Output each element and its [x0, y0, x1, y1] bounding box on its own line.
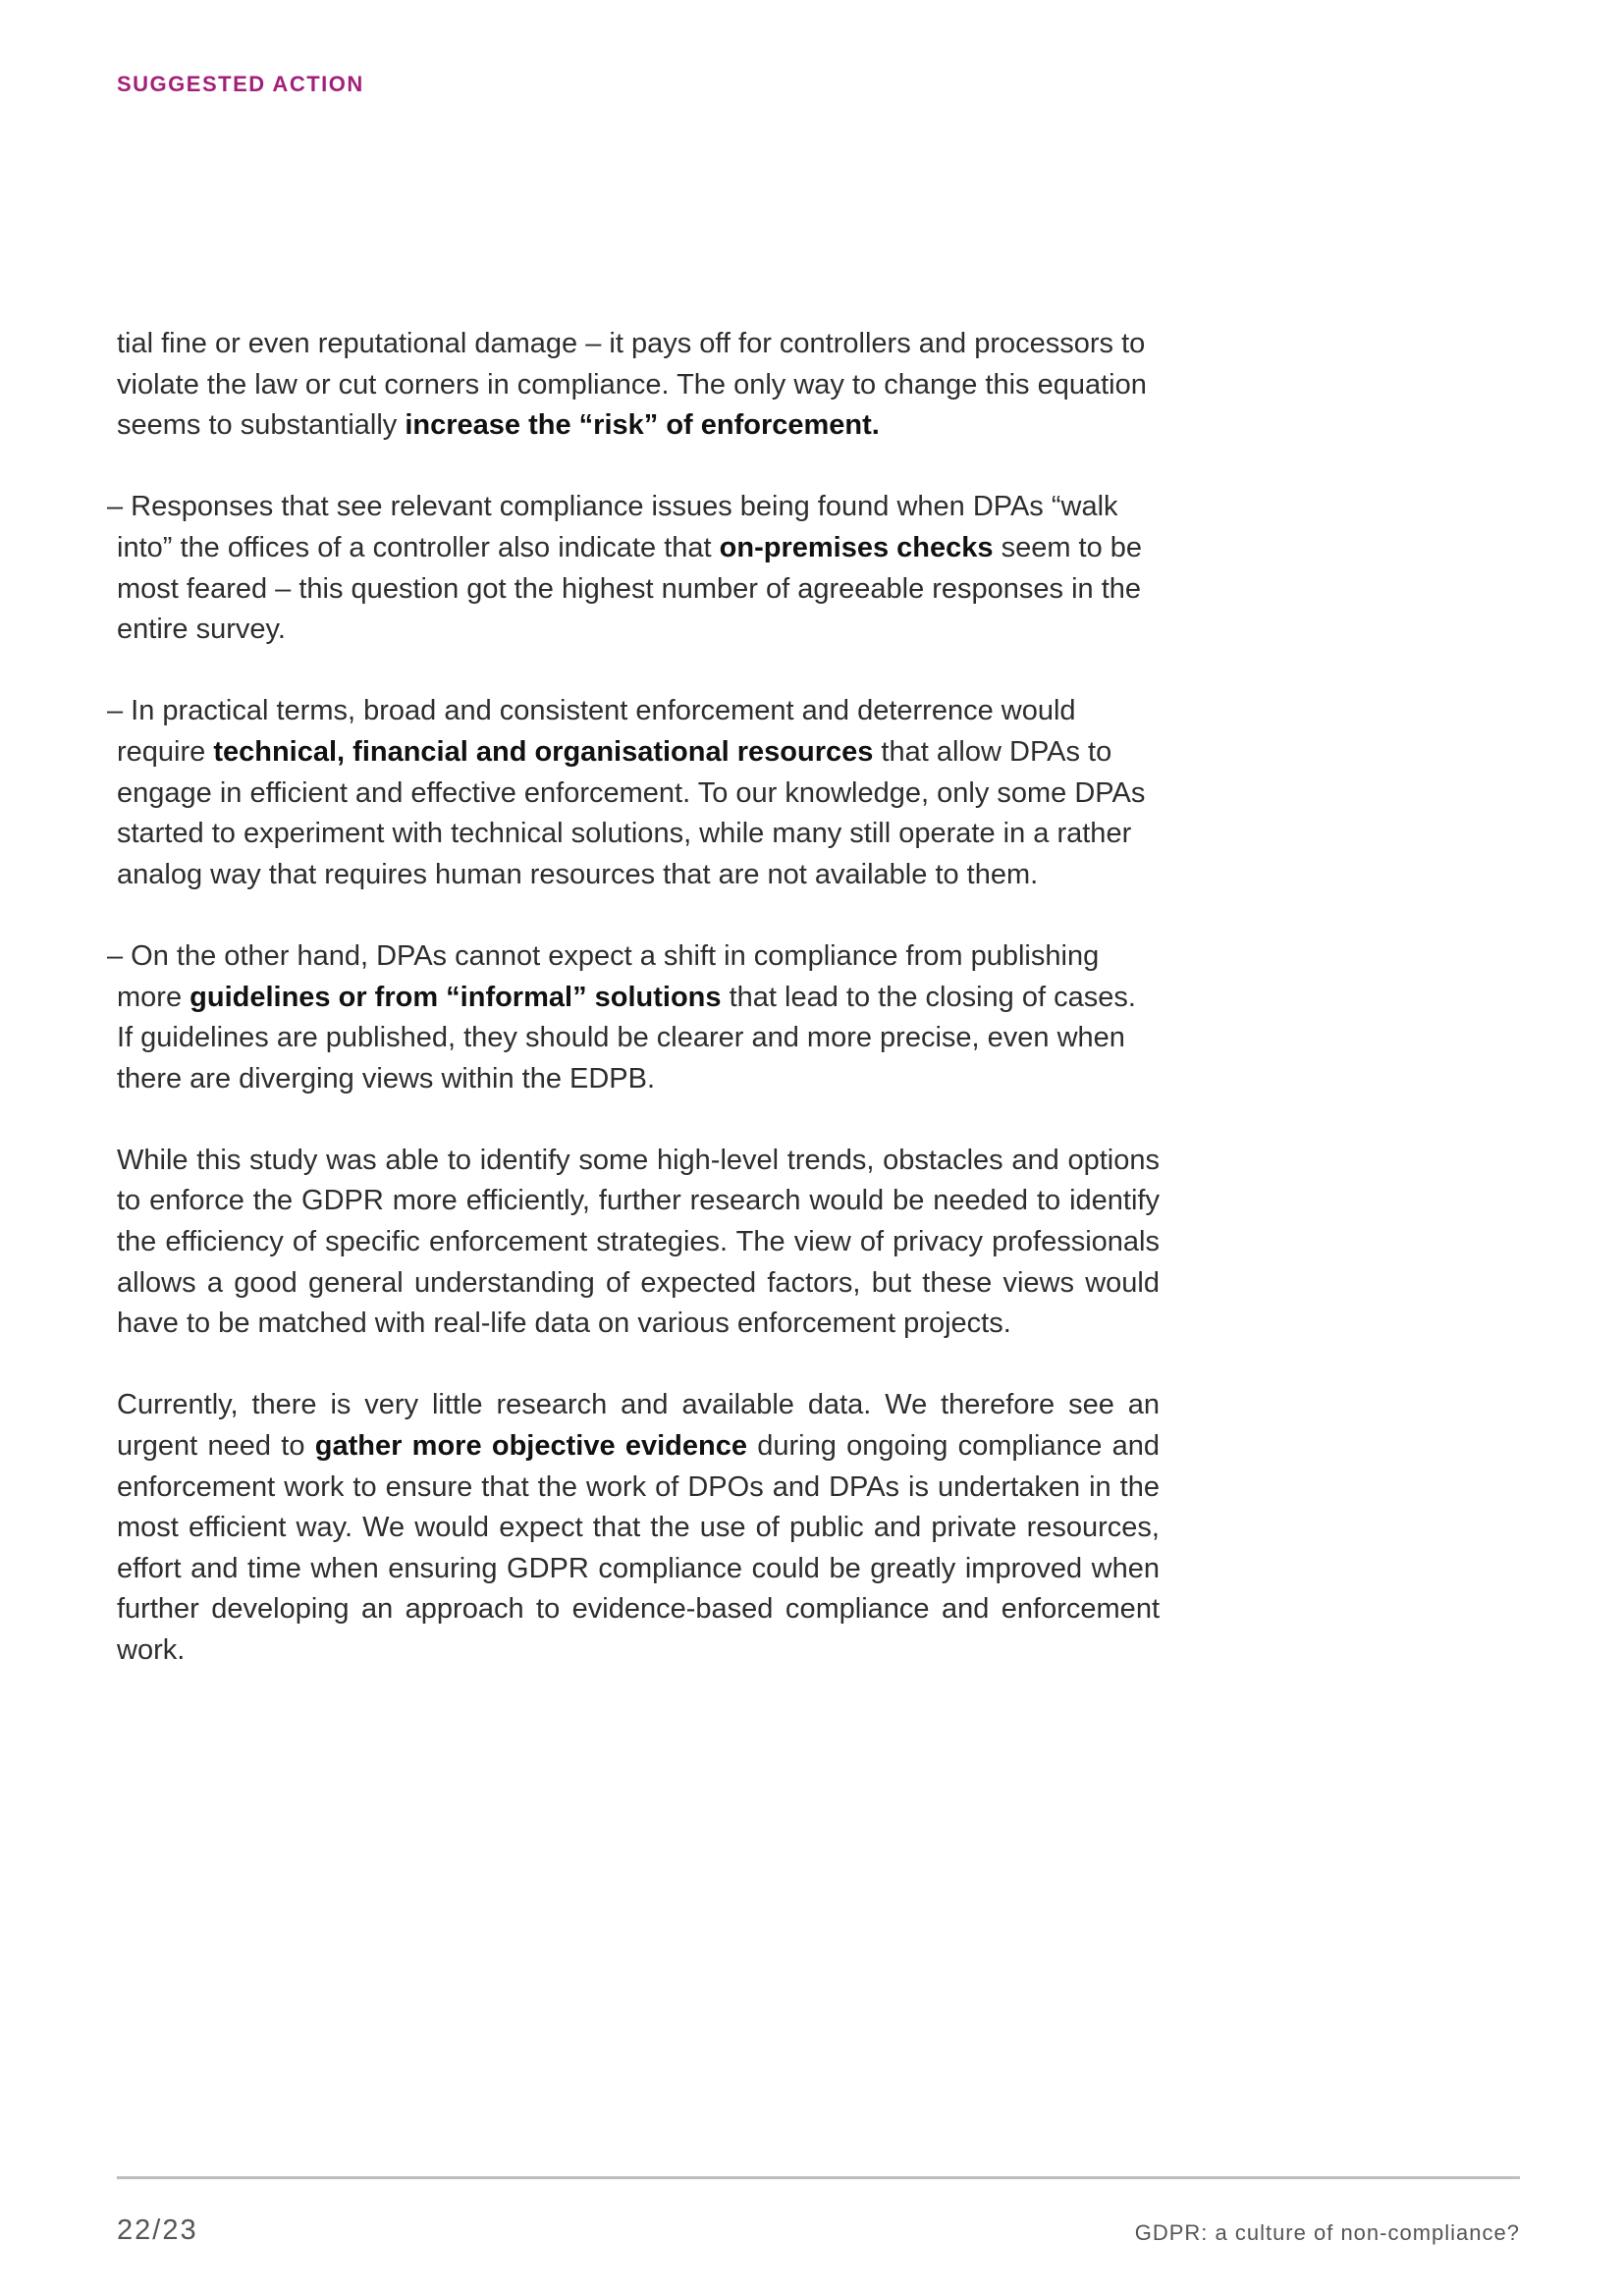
paragraph-further-research: [117, 1141, 1160, 1345]
text-segment: – On the other hand, DPAs cannot expect a shift in compliance from publishing more: [107, 939, 1100, 1013]
text-segment: Currently, there is very little research and available data. We therefore see an urgent need to: [117, 1389, 1160, 1463]
bullet-guidelines: [107, 936, 1160, 1099]
text-segment: that allow DPAs to engage in efficient and effective enforcement. To our knowledge, only some DPAs started to experiment with technical solutions, while many still operate in a rather analog way that requires human resources that are not available to them.: [117, 735, 1146, 890]
page-number: 22/23: [117, 2215, 198, 2246]
text-segment: While this study was able to identify some high-level trends, obstacles and options to enforce the GDPR more efficiently, further research would be needed to identify the efficiency of specific enforcement strategies. The view of privacy professionals allows a good general understanding of expected factors, but these views would have to be matched with real-life data on various enforcement projects.: [117, 1144, 1160, 1340]
body-text: [107, 324, 1160, 1712]
text-segment: that lead to the closing of cases. If guidelines are published, they should be clearer and more precise, even when there are diverging views within the EDPB.: [117, 981, 1136, 1095]
bold-segment: technical, financial and organisational resources: [213, 735, 874, 768]
bold-segment: gather more objective evidence: [314, 1430, 747, 1463]
bold-segment: on-premises checks: [719, 531, 994, 563]
footer-divider: [117, 2176, 1520, 2179]
paragraph-objective-evidence: [117, 1385, 1160, 1671]
document-title: GDPR: a culture of non-compliance?: [1134, 2220, 1520, 2245]
text-segment: during ongoing compliance and enforcement work to ensure that the work of DPOs and DPAs is undertaken in the most efficient way. We would expect that the use of public and private resources, effort and time when ensuring GDPR compliance could be greatly improved when further developing an approach to evidence-based compliance and enforcement work.: [117, 1430, 1160, 1666]
paragraph-risk-of-enforcement: [117, 324, 1160, 447]
text-segment: seem to be most feared – this question got the highest number of agreeable responses in the entire survey.: [117, 531, 1143, 646]
bullet-resources: [107, 691, 1160, 895]
bold-segment: increase the “risk” of enforcement.: [405, 409, 880, 442]
bullet-on-premises-checks: [107, 487, 1160, 650]
section-label: SUGGESTED ACTION: [117, 72, 364, 96]
bold-segment: guidelines or from “informal” solutions: [189, 981, 722, 1013]
text-segment: – Responses that see relevant compliance issues being found when DPAs “walk into” the offices of a controller also indicate that: [107, 491, 1118, 563]
text-segment: tial fine or even reputational damage – it pays off for controllers and processors to violate the law or cut corners in compliance. The only way to change this equation seems to substantially: [117, 328, 1147, 442]
text-segment: – In practical terms, broad and consistent enforcement and deterrence would require: [107, 695, 1076, 768]
